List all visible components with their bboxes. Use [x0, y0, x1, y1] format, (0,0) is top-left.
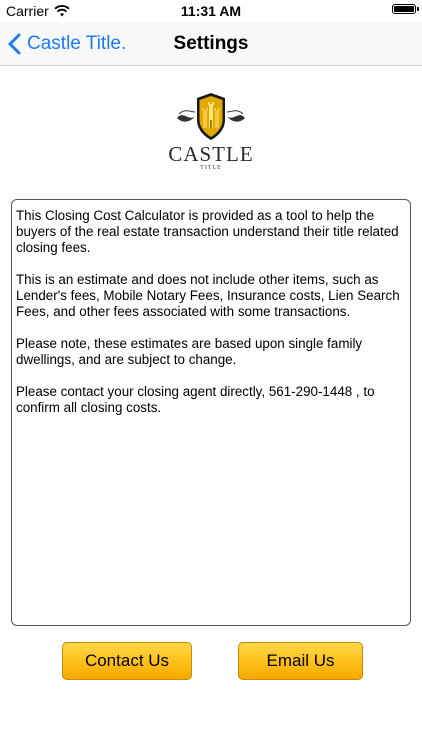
status-right — [392, 4, 416, 14]
page-title: Settings — [173, 33, 249, 54]
back-button[interactable] — [8, 22, 126, 66]
battery-icon — [392, 4, 416, 14]
disclaimer-paragraph: This is an estimate and does not include other items, such as Lender's fees, Mobile Notary Fees, Insurance costs, Lien Search Fees, and other fees associated with some transactions. — [16, 272, 400, 319]
castle-title-logo — [161, 92, 261, 170]
back-button-label: Castle Title. — [27, 33, 127, 54]
logo-subtitle: TITLE — [200, 165, 222, 171]
email-us-button[interactable]: Email Us — [238, 642, 363, 680]
status-time: 11:31 AM — [180, 3, 242, 19]
contact-us-button[interactable]: Contact Us — [62, 642, 192, 680]
disclaimer-text-area[interactable] — [11, 199, 411, 626]
chevron-left-icon — [8, 33, 21, 55]
disclaimer-paragraph: Please contact your closing agent directly, 561-290-1448 , to confirm all closing costs. — [16, 384, 375, 415]
castle-crest-icon — [175, 92, 247, 142]
status-bar — [0, 0, 422, 22]
logo-wordmark: CASTLE — [168, 142, 254, 166]
navigation-bar — [0, 22, 422, 66]
disclaimer-paragraph: Please note, these estimates are based upon single family dwellings, and are subject to change. — [16, 336, 363, 367]
carrier-label: Carrier — [6, 3, 49, 19]
disclaimer-paragraph: This Closing Cost Calculator is provided as a tool to help the buyers of the real estate transaction understand their title related closing fees. — [16, 208, 399, 255]
